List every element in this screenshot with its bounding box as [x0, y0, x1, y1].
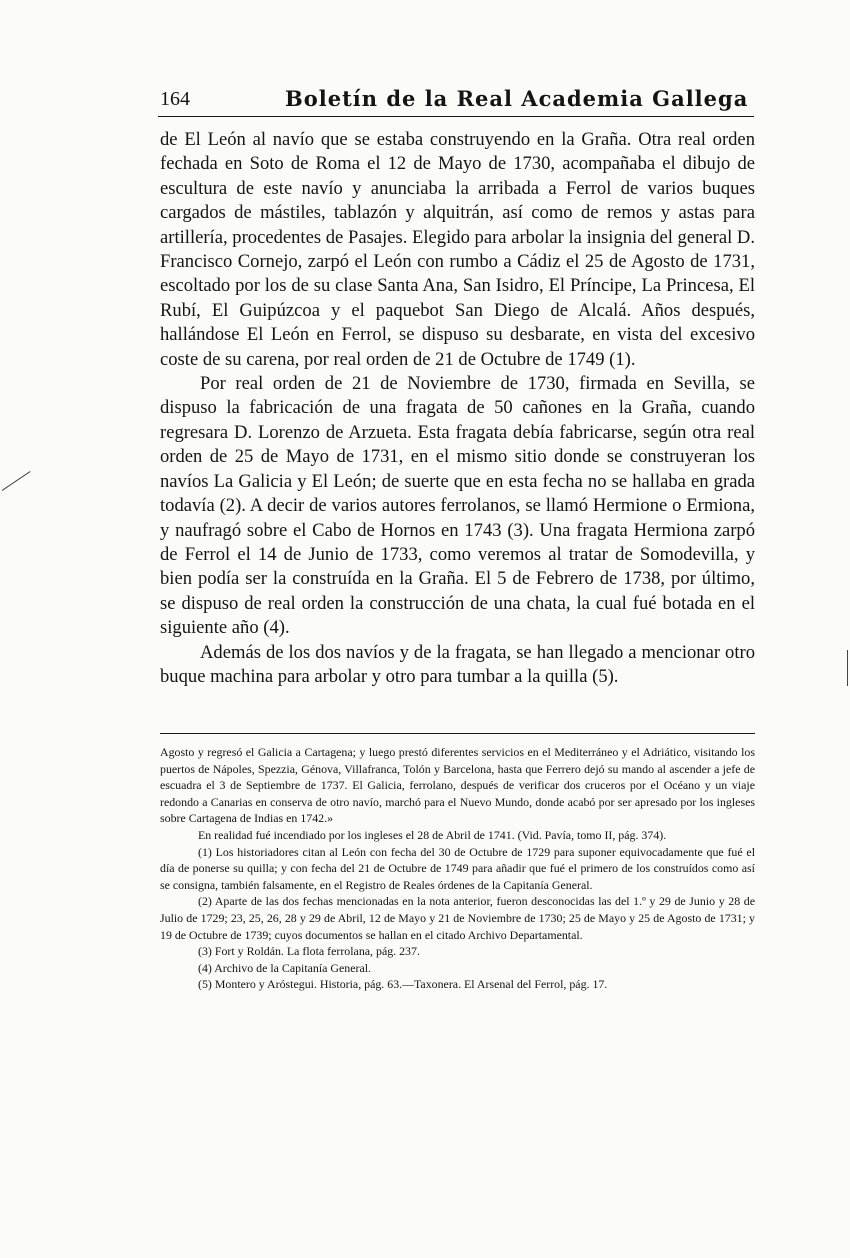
- footnote-continuation-2: En realidad fué incendiado por los ingleses el 28 de Abril de 1741. (Vid. Pavía, tomo II, pág. 374).: [198, 827, 667, 842]
- footnote-text: Aparte de las dos fechas mencionadas en la nota anterior, fueron desconocidas las del 1.º y 29 de Junio y 28 de Julio de 1729; 23, 25, 26, 28 y 29 de Abril, 12 de Mayo y 21 de Noviembre de 1730; 25 de Mayo y 25 de Agosto de 1731; y 19 de Octubre de 1739; cuyos documentos se hallan en el citado Archivo Departamental.: [160, 894, 755, 942]
- footnote-text: Los historiadores citan al León con fecha del 30 de Octubre de 1729 para suponer equivocadamente que fué el día de ponerse su quilla; y con fecha del 21 de Octubre de 1749 para añadir que fué el primero de los construídos como así se consigna, también falsamente, en el Registro de Reales órdenes de la Capitanía General.: [160, 844, 755, 892]
- footnote-1: [160, 844, 755, 894]
- footnote-text: Montero y Aróstegui. Historia, pág. 63.—Taxonera. El Arsenal del Ferrol, pág. 17.: [214, 977, 608, 992]
- footnote-continuation: Agosto y regresó el Galicia a Cartagena; y luego prestó diferentes servicios en el Mediterráneo y el Adriático, visitando los puertos de Nápoles, Spezzia, Génova, Villafranca, Tolón y Barcelona, hasta que Ferrero dejó su mando al ascender a jefe de escuadra el 3 de Septiembre de 1737. El Galicia, ferrolano, después de verificar dos cruceros por el Océano y un viaje redondo a Canarias en conserva de otro navío, marchó para el Nuevo Mundo, donde acabó por ser apresado por los ingleses sobre Cartagena de Indias en 1742.»: [160, 745, 755, 826]
- footnote-2: [160, 893, 755, 943]
- margin-pencil-mark: [2, 471, 31, 491]
- footnote-mark: (2): [198, 894, 212, 909]
- body-text: [160, 128, 755, 689]
- footnote-mark: (1): [198, 844, 212, 859]
- page-header: [160, 86, 755, 114]
- header-rule: [158, 116, 754, 117]
- page-number: 164: [160, 88, 190, 110]
- footnote-4: [160, 960, 755, 977]
- footnote-text: Archivo de la Capitanía General.: [214, 960, 372, 975]
- footnotes: [160, 744, 755, 993]
- footnote-mark: (4): [198, 960, 212, 975]
- footnote-mark: (3): [198, 944, 212, 959]
- margin-scan-line: [847, 650, 848, 686]
- paragraph-1: de El León al navío que se estaba construyendo en la Graña. Otra real orden fechada en Soto de Roma el 12 de Mayo de 1730, acompañaba el dibujo de escultura de este navío y anunciaba la arribada a Ferrol de varios buques cargados de mástiles, tablazón y alquitrán, así como de remos y astas para artillería, procedentes de Pasajes. Elegido para arbolar la insignia del general D. Francisco Cornejo, zarpó el León con rumbo a Cádiz el 25 de Agosto de 1731, escoltado por los de su clase Santa Ana, San Isidro, El Príncipe, La Princesa, El Rubí, El Guipúzcoa y el paquebot San Diego de Alcalá. Años después, hallándose El León en Ferrol, se dispuso su desbarate, en vista del excesivo coste de su carena, por real orden de 21 de Octubre de 1749 (1).: [160, 129, 755, 370]
- footnote-rule: [160, 733, 755, 734]
- footnote-5: [160, 976, 755, 993]
- footnote-mark: (5): [198, 977, 212, 992]
- footnote-text: Fort y Roldán. La flota ferrolana, pág. 237.: [214, 944, 420, 959]
- footnote-3: [160, 943, 755, 960]
- paragraph-2: Por real orden de 21 de Noviembre de 1730, firmada en Sevilla, se dispuso la fabricación de una fragata de 50 cañones en la Graña, cuando regresara D. Lorenzo de Arzueta. Esta fragata debía fabricarse, según otra real orden de 25 de Mayo de 1731, en el mismo sitio donde se construyeran los navíos La Galicia y El León; de suerte que en esta fecha no se hallaba en grada todavía (2). A decir de varios autores ferrolanos, se llamó Hermione o Ermiona, y naufragó sobre el Cabo de Hornos en 1743 (3). Una fragata Hermiona zarpó de Ferrol el 14 de Junio de 1733, como veremos al tratar de Somodevilla, y bien podía ser la construída en la Graña. El 5 de Febrero de 1738, por último, se dispuso de real orden la construcción de una chata, la cual fué botada en el siguiente año (4).: [160, 373, 755, 639]
- running-title: Boletín de la Real Academia Gallega: [285, 86, 749, 111]
- paragraph-3: Además de los dos navíos y de la fragata, se han llegado a mencionar otro buque machina para arbolar y otro para tumbar a la quilla (5).: [160, 641, 755, 687]
